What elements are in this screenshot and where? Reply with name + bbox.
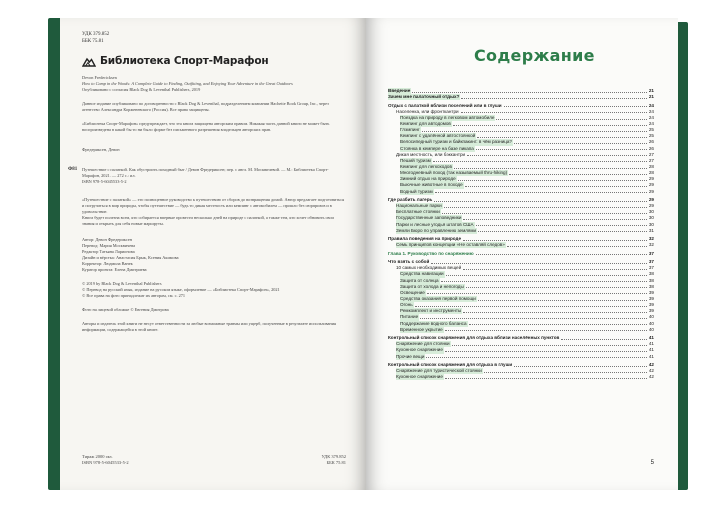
bbk-bottom: ББК 75.81 [326,460,346,465]
toc-entry-page: 29 [648,182,654,188]
toc-entry-page: 21 [648,87,654,93]
toc-entry-page: 32 [648,242,654,248]
toc-entry-page: 39 [648,289,654,295]
toc-leader-dots [445,378,647,379]
toc-list [388,88,654,380]
udk-bottom: УДК 379.852 [321,454,346,459]
toc-entry-page: 39 [648,295,654,301]
credit-line: Дизайн и вёрстка: Анастасия Брык, Ксения Акимова [82,255,179,260]
toc-entry [388,354,654,360]
toc-entry-page: 39 [648,302,654,308]
toc-entry-title: Глава 1. Руководство по снаряжению [388,250,474,256]
author-heading: Фредериксен, Девон [82,147,120,152]
toc-entry-page: 42 [648,368,654,374]
copyright-line: © Все права на фото принадлежат их авторам, см. с. 271 [82,293,186,298]
toc-entry-page: 29 [648,188,654,194]
toc-entry-page: 40 [648,326,654,332]
toc-entry-title: Кемпинг для автодомов [400,120,451,126]
toc-entry-title: Огонь [400,302,413,308]
contents-page [366,18,678,490]
toc-entry [388,228,654,234]
toc-leader-dots [476,225,647,226]
toc-leader-dots [463,240,647,241]
toc-entry-title: Земли Бюро по управлению землями [396,227,477,233]
toc-entry-title: Поездка на природу в легковом автомобиле [400,114,495,120]
credit-line: Автор: Девон Фредериксен [82,237,132,242]
toc-entry-page: 41 [648,341,654,347]
toc-entry-page: 21 [648,94,654,100]
imprint-content [68,32,346,333]
toc-entry-title: Водный туризм [400,188,433,194]
toc-entry-page: 27 [648,151,654,157]
toc-leader-dots [441,281,647,282]
toc-leader-dots [504,106,647,107]
credit-line: Корректор: Людмила Ванек [82,261,133,266]
toc-entry-title: Многодневный поход (так называемый thru-hiking) [400,170,508,176]
toc-entry-page: 28 [648,170,654,176]
toc-entry-title: Освещение [400,289,425,295]
toc-leader-dots [476,149,647,150]
toc-entry-title: Семь принципов концепции «Не оставляй следов» [396,242,505,248]
bibliographic-description: Путешествие с палаткой. Как обустроить походный быт / Девон Фредериксен; пер. с англ. М. Москвичевой. — М.: Библиотека Спорт-Марафон, 2021. — 272 с.: ил. [82,167,329,178]
toc-entry [388,374,654,380]
original-rights: Опубликовано с согласия Black Dog & Leventhal Publishers, 2019 [82,87,201,92]
imprint-page [60,18,366,490]
credit-line: Перевод: Мария Москвичева [82,243,136,248]
open-book [48,18,688,490]
toc-leader-dots [476,254,647,255]
legal-text: «Библиотека Спорт-Марафон» предупреждает, что эта книга защищена авторским правом. Никакая часть данной книги не может быть воспроизведена в какой бы то ни было форме без письменного разрешения владельцев авторских прав. [82,121,330,132]
toc-entry-title: Кемпинг с удалённой автостоянкой [400,133,476,139]
isbn-line: ISBN 978-5-6045533-5-2 [82,179,127,184]
toc-leader-dots [434,201,647,202]
toc-leader-dots [469,324,647,325]
toc-leader-dots [446,275,647,276]
toc-entry-title: Стоянка в кемпере на базе пикапа [400,145,474,151]
credit-line: Куратор проекта: Елена Дмитриева [82,267,147,272]
toc-entry-page: 41 [648,353,654,359]
toc-entry-page: 42 [648,361,654,367]
toc-entry [388,251,654,257]
page-number: 5 [650,460,654,466]
toc-leader-dots [514,366,647,367]
toc-leader-dots [422,131,647,132]
toc-leader-dots [484,372,647,373]
codes-bottom [321,454,346,466]
toc-entry-page: 30 [648,209,654,215]
toc-leader-dots [463,219,646,220]
toc-entry-page: 29 [648,203,654,209]
credit-line: Редактор Татьяна Ларионова [82,249,135,254]
toc-entry-page: 39 [648,308,654,314]
toc-entry-title: Поддержание водного баланса [400,320,467,326]
toc-entry-title: Зачем мне палаточный отдых? [388,94,460,100]
toc-entry-page: 26 [648,145,654,151]
toc-leader-dots [453,125,647,126]
toc-leader-dots [442,213,647,214]
toc-entry-title: Бесплатные стоянки [396,209,440,215]
toc-entry-page: 24 [648,108,654,114]
toc-entry-page: 25 [648,133,654,139]
toc-entry-page: 24 [648,120,654,126]
toc-entry-title: Населенка, или фронткантри [396,108,459,114]
toc-entry-page: 30 [648,215,654,221]
toc-entry [388,94,654,100]
copyright-line: © 2019 by Black Dog & Leventhal Publishers [82,281,162,286]
toc-entry-page: 38 [648,277,654,283]
print-run: Тираж 2000 экз. [82,454,113,459]
toc-entry-title: Где разбить лагерь [388,196,433,202]
toc-leader-dots [463,269,647,270]
toc-entry [388,189,654,195]
toc-entry-page: 41 [648,335,654,341]
toc-entry-title: Ремкомплект и инструменты [400,308,462,314]
toc-leader-dots [420,318,647,319]
toc-leader-dots [454,168,647,169]
toc-entry-title: Средства навигации [400,271,444,277]
toc-entry-page: 37 [648,259,654,265]
toc-entry-title: Дикая местность, или бэккантри [396,151,466,157]
catalog-label: Ф81 [68,167,78,172]
toc-entry-title: Контрольный список снаряжения для отдыха вблизи населённых пунктов [388,335,560,341]
toc-entry-title: Парки и лесные угодья штатов США [396,221,474,227]
toc-entry-title: Введение [388,87,411,93]
original-author: Devon Fredericksen [82,75,117,80]
toc-entry-title: Государственные заповедники [396,215,462,221]
toc-leader-dots [445,351,647,352]
print-info [82,454,346,466]
toc-entry-title: Выючные животные в походе [400,182,463,188]
toc-leader-dots [478,231,647,232]
toc-entry-title: Питание [400,314,419,320]
toc-leader-dots [461,112,647,113]
toc-entry-page: 26 [648,139,654,145]
toc-entry-page: 28 [648,163,654,169]
toc-leader-dots [444,207,647,208]
toc-leader-dots [431,263,647,264]
mountain-logo-icon [82,55,96,67]
bbk-code: ББК 75.81 [82,38,104,44]
isbn-bottom: ISBN 978-5-6045533-5-2 [82,460,129,465]
toc-entry-title: Защита от холода и непогоды [400,283,464,289]
annotation-extra: Книга будет полезна всем, кто собирается впервые провести несколько дней на природе с палаткой, а также тем, кто хочет обновить свои знания и открыть для себя новые маршруты. [82,215,334,226]
toc-entry-page: 29 [648,196,654,202]
toc-leader-dots [509,174,647,175]
toc-entry-title: Кухонное снаряжение [396,374,443,380]
toc-entry-title: Велосипедный туризм и байкпакинг: в чём разница? [400,139,512,145]
publisher-header [82,55,346,67]
disclaimer: Авторы и издатель этой книги не несут ответственности за любые возможные травмы или ущерб, полученные в результате использования информации, содержащейся в этой книге. [82,321,336,332]
toc-leader-dots [496,119,646,120]
toc-entry [388,327,654,333]
toc-leader-dots [412,92,647,93]
toc-leader-dots [433,161,647,162]
toc-leader-dots [415,306,647,307]
toc-entry-title: Правила поведения на природе [388,236,462,242]
toc-entry-page: 38 [648,271,654,277]
annotation: «Путешествие с палаткой» — это полноценное руководство к путешествию от сборов до возвращения домой. Автор предлагает подготовиться и погрузиться в мир природы, чтобы путешествие — будь то дикая местность или кемпинг с автомобилем — прошло без сюрпризов и в удовольствие. [82,197,345,214]
toc-entry-page: 42 [648,374,654,380]
toc-leader-dots [463,312,647,313]
toc-entry-title: Контрольный список снаряжения для отдыха в глуши [388,361,513,367]
toc-entry-title: Пеший туризм [400,157,431,163]
toc-entry-page: 24 [648,114,654,120]
license-text: Данное издание опубликовано по договоренности с Black Dog & Leventhal, подразделением компании Hachette Book Group, Inc., через агентство Александра Корженевского (Россия). Все права защищены. [82,101,329,112]
toc-entry-title: Кемпинг для легкоходов [400,163,452,169]
contents-title: Содержание [474,46,595,65]
toc-leader-dots [478,300,647,301]
toc-leader-dots [445,330,647,331]
toc-leader-dots [435,192,647,193]
udk-code: УДК 379.852 [82,32,110,37]
toc-entry-title: Прочие вещи [396,353,425,359]
publisher-name: Библиотека Спорт-Марафон [100,55,269,67]
copyright-line: © Перевод на русский язык, издание на русском языке, оформление — «Библиотека Спорт-Марафон», 2021 [82,287,280,292]
toc-entry-page: 38 [648,283,654,289]
toc-entry [388,242,654,248]
toc-entry-page: 40 [648,314,654,320]
toc-entry-title: Временное укрытие [400,326,443,332]
toc-entry-title: Зимний отдых на природе [400,176,456,182]
toc-leader-dots [466,287,647,288]
toc-entry-title: Защита от солнца [400,277,439,283]
toc-leader-dots [514,143,647,144]
toc-leader-dots [461,98,646,99]
original-title: How to Camp in the Woods: A Complete Guide to Finding, Outfitting, and Enjoying Your Adventure in the Great Outdoors [82,81,293,86]
toc-leader-dots [507,246,647,247]
toc-entry-page: 25 [648,127,654,133]
toc-entry-title: Снаряжение для стоянки [396,341,450,347]
toc-leader-dots [427,293,647,294]
toc-leader-dots [477,137,647,138]
photo-credit: Фото на лицевой обложке © Евгения Дмитрова [82,307,169,312]
toc-leader-dots [467,155,647,156]
toc-entry-page: 30 [648,221,654,227]
bibliographic-record [68,167,346,185]
toc-entry-title: Национальные парки [396,203,442,209]
toc-entry-title: Кухонное снаряжение [396,347,443,353]
toc-entry-title: Глэмпинг [400,127,420,133]
toc-entry-page: 41 [648,347,654,353]
toc-entry-page: 24 [648,102,654,108]
toc-leader-dots [452,345,647,346]
toc-leader-dots [465,186,647,187]
toc-entry-page: 37 [648,250,654,256]
toc-entry-title: Что взять с собой [388,259,430,265]
original-edition [82,75,346,93]
credits [82,237,346,273]
toc-entry-page: 32 [648,236,654,242]
toc-entry-title: Снаряжение для туристической стоянки [396,368,482,374]
toc-entry-page: 27 [648,157,654,163]
toc-entry-title: Отдых с палаткой вблизи поселений или в глуши [388,102,502,108]
copyright [82,281,346,299]
toc-leader-dots [458,180,647,181]
toc-entry-title: 10 самых необходимых вещей [396,265,462,271]
toc-entry-page: 31 [648,227,654,233]
toc-leader-dots [561,339,647,340]
toc-entry-page: 37 [648,265,654,271]
toc-leader-dots [426,357,646,358]
toc-entry-page: 40 [648,320,654,326]
toc-entry-page: 29 [648,176,654,182]
toc-entry-title: Средства оказания первой помощи [400,295,476,301]
